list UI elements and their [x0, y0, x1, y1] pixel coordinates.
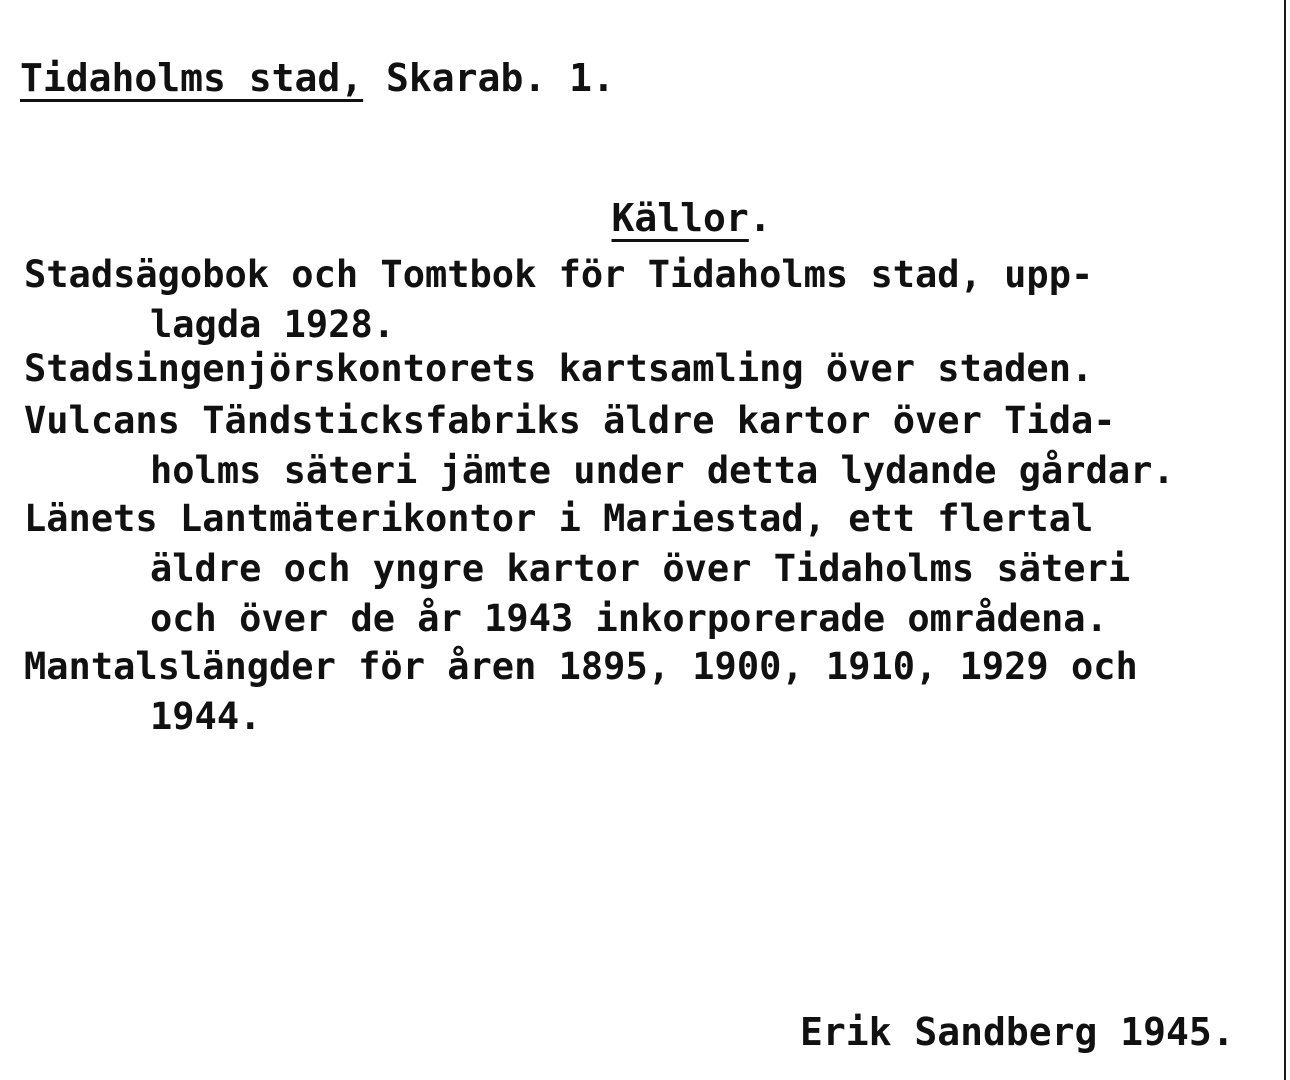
section-title-suffix: . [748, 196, 772, 240]
source-entry [24, 642, 1274, 742]
section-title-text: Källor [611, 196, 749, 240]
source-entry [24, 250, 1274, 350]
signature: Erik Sandberg 1945. [800, 1010, 1235, 1054]
source-continuation: 1944. [150, 695, 262, 738]
source-entry [24, 344, 1274, 394]
card-edge [1284, 0, 1286, 1080]
place-name: Tidaholms stad, [20, 56, 364, 100]
source-line: Vulcans Tändsticksfabriks äldre kartor över Tida- [24, 399, 1116, 442]
place-suffix: Skarab. 1. [363, 56, 615, 100]
card-heading [20, 56, 615, 100]
source-entry [24, 494, 1274, 644]
source-entry [24, 396, 1274, 496]
source-continuation: äldre och yngre kartor över Tidaholms säteri [150, 547, 1131, 590]
source-line: Länets Lantmäterikontor i Mariestad, ett flertal [24, 497, 1094, 540]
source-line: Mantalslängder för åren 1895, 1900, 1910, 1929 och [24, 645, 1138, 688]
source-line: Stadsägobok och Tomtbok för Tidaholms stad, upp- [24, 253, 1094, 296]
source-continuation: och över de år 1943 inkorporerade områdena. [150, 597, 1108, 640]
source-continuation: lagda 1928. [150, 303, 396, 346]
source-continuation: holms säteri jämte under detta lydande gårdar. [150, 449, 1175, 492]
source-line: Stadsingenjörskontorets kartsamling över staden. [24, 347, 1094, 390]
